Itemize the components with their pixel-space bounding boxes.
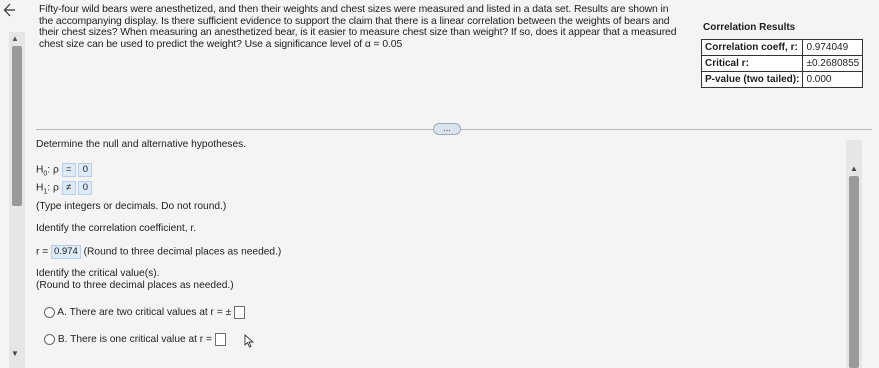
critical-round-note: (Round to three decimal places as needed.) [36, 280, 234, 291]
option-b-text: There is one critical value at r = [70, 334, 212, 346]
h0-value-box[interactable]: 0 [78, 163, 92, 177]
h1-operator-box[interactable]: ≠ [62, 181, 76, 195]
option-b-radio[interactable] [44, 334, 55, 345]
h0-colon: : [47, 164, 51, 176]
r-value-box[interactable]: 0.974 [51, 245, 81, 259]
scroll-up-icon[interactable]: ▲ [850, 164, 858, 173]
right-scrollbar-thumb[interactable] [849, 176, 859, 368]
table-label: Critical r: [702, 56, 803, 72]
option-a-input[interactable] [234, 306, 245, 319]
h0-symbol: H [36, 164, 44, 176]
h0-operator-box[interactable]: = [62, 163, 76, 177]
problem-line: chest size can be used to predict the weight? Use a significance level of α = 0.05 [39, 38, 403, 50]
table-row [702, 40, 863, 56]
option-b-letter: B. [57, 334, 68, 346]
option-a-radio[interactable] [44, 307, 55, 318]
h1-value-box[interactable]: 0 [78, 181, 92, 195]
scroll-up-icon[interactable]: ▲ [11, 34, 19, 43]
identify-critical-prompt: Identify the critical value(s). [36, 268, 160, 279]
table-value: 0.000 [803, 72, 863, 88]
option-a-text: There are two critical values at r = ± [69, 307, 232, 319]
correlation-results-table [701, 39, 863, 88]
problem-line: the accompanying display. Is there sufficient evidence to support the claim that there is a linear correlation between the weights of bears and [39, 15, 670, 27]
mouse-pointer-icon [244, 334, 256, 348]
expand-more-button[interactable]: ... [433, 123, 461, 135]
null-hypothesis [36, 163, 92, 178]
identify-r-prompt: Identify the correlation coefficient, r. [36, 223, 197, 234]
hint-text: (Type integers or decimals. Do not round.) [36, 201, 227, 212]
option-b-input[interactable] [215, 333, 226, 346]
h1-subscript: 1 [43, 188, 48, 196]
r-answer-row [36, 245, 281, 259]
h1-colon: : [47, 182, 51, 194]
problem-statement [39, 4, 695, 50]
table-label: P-value (two tailed): [702, 72, 803, 88]
table-value: ±0.2680855 [803, 56, 863, 72]
left-scrollbar-thumb[interactable] [12, 46, 22, 206]
correlation-table-title: Correlation Results [703, 22, 796, 33]
problem-line: Fifty-four wild bears were anesthetized, and then their weights and chest sizes were measured and listed in a data set. Results are shown in [39, 4, 669, 15]
table-row [702, 56, 863, 72]
option-a[interactable] [44, 306, 245, 319]
problem-line: their chest sizes? When measuring an anesthetized bear, is it easier to measure chest size than weight? If so, does it appear that a measured [39, 27, 677, 39]
back-arrow-icon[interactable] [3, 2, 17, 18]
alternative-hypothesis [36, 181, 92, 196]
table-value: 0.974049 [803, 40, 863, 56]
table-label: Correlation coeff, r: [702, 40, 803, 56]
table-row [702, 72, 863, 88]
h0-parameter: ρ [52, 164, 59, 176]
r-label: r = [36, 246, 49, 258]
hypotheses-prompt: Determine the null and alternative hypotheses. [36, 139, 247, 150]
option-a-letter: A. [57, 307, 67, 319]
h0-subscript: 0 [43, 170, 48, 178]
scroll-down-icon[interactable]: ▼ [11, 349, 19, 358]
r-round-note: (Round to three decimal places as needed.) [83, 246, 282, 258]
option-b[interactable] [44, 333, 226, 346]
h1-parameter: ρ [52, 182, 59, 194]
h1-symbol: H [36, 182, 44, 194]
